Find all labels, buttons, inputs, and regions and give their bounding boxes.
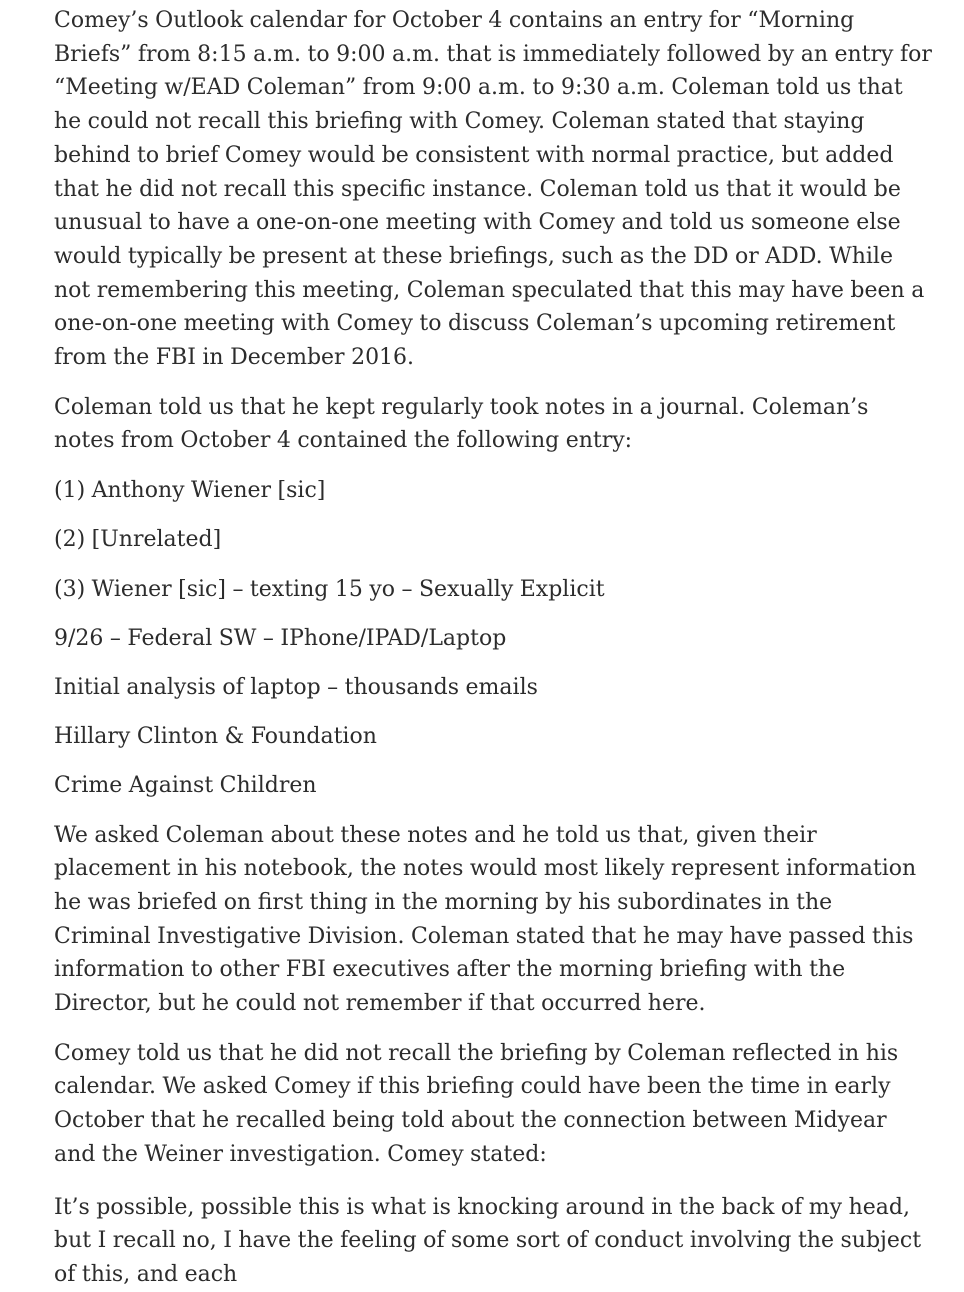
note-line: (2) [Unrelated] [54,527,222,553]
document-body [54,4,934,1292]
paragraph-notes-explanation: We asked Coleman about these notes and he told us that, given their placement in his notebook, the notes would most likely represent information he was briefed on first thing in the morning by his subordinates in the Criminal Investigative Division. Coleman stated that he may have passed this information to other FBI executives after the morning briefing with the Director, but he could not remember if that occurred here. [54,822,917,1017]
note-line: Initial analysis of laptop – thousands emails [54,674,538,700]
note-line: Hillary Clinton & Foundation [54,724,377,750]
note-line: (1) Anthony Wiener [sic] [54,478,326,504]
paragraph-comey-quote: It’s possible, possible this is what is knocking around in the back of my head, but I recall no, I have the feeling of some sort of conduct involving the subject of this, and each [54,1194,922,1287]
paragraph-comey-response: Comey told us that he did not recall the briefing by Coleman reflected in his calendar. We asked Comey if this briefing could have been the time in early October that he recalled being told about the connection between Midyear and the Weiner investigation. Comey stated: [54,1040,899,1167]
note-line: 9/26 – Federal SW – IPhone/IPAD/Laptop [54,625,507,651]
note-line: (3) Wiener [sic] – texting 15 yo – Sexually Explicit [54,576,605,602]
paragraph-calendar-entry: Comey’s Outlook calendar for October 4 contains an entry for “Morning Briefs” from 8:15 a.m. to 9:00 a.m. that is immediately followed by an entry for “Meeting w/EAD Coleman” from 9:00 a.m. to 9:30 a.m. Coleman told us that he could not recall this briefing with Comey. Coleman stated that staying behind to brief Comey would be consistent with normal practice, but added that he did not recall this specific instance. Coleman told us that it would be unusual to have a one-on-one meeting with Comey and told us someone else would typically be present at these briefings, such as the DD or ADD. While not remembering this meeting, Coleman speculated that this may have been a one-on-one meeting with Comey to discuss Coleman’s upcoming retirement from the FBI in December 2016. [54,8,932,371]
note-line: Crime Against Children [54,773,317,799]
paragraph-journal-notes: Coleman told us that he kept regularly took notes in a journal. Coleman’s notes from October 4 contained the following entry: [54,394,869,454]
